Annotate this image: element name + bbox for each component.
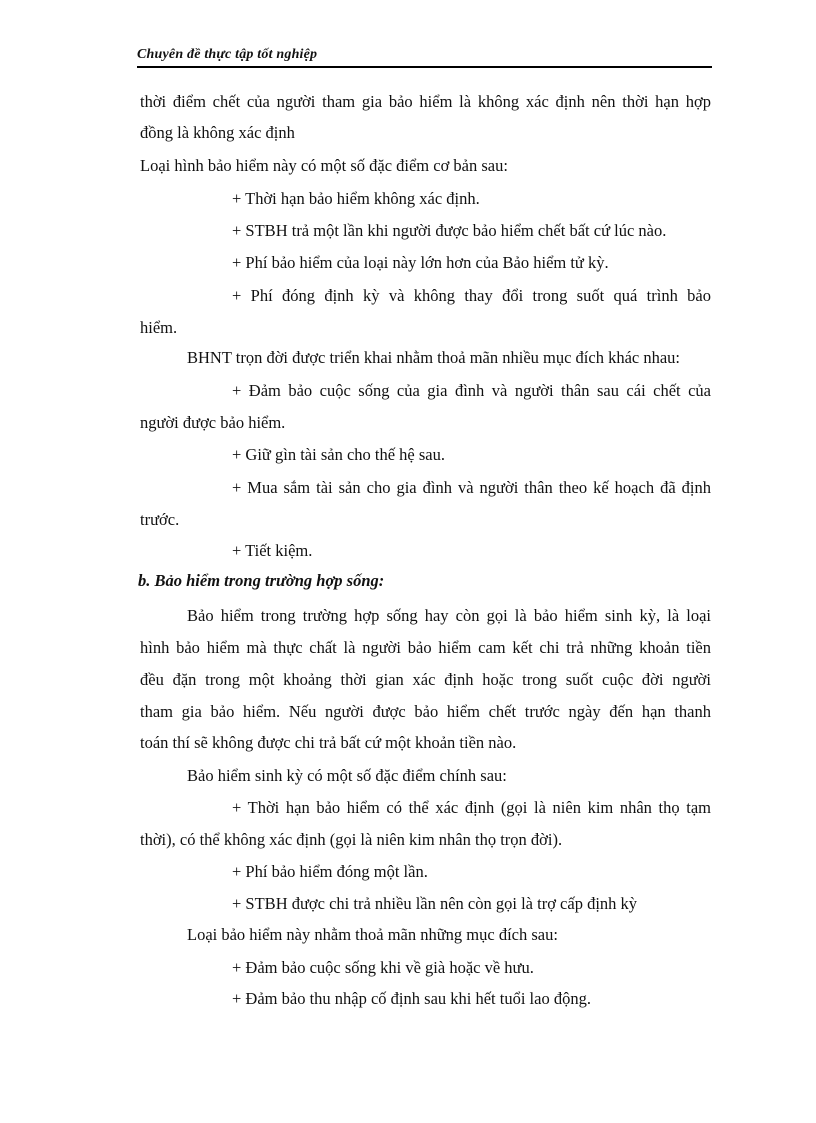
text-line: Loại hình bảo hiểm này có một số đặc điểm cơ bản sau:	[140, 156, 508, 175]
text-line: thời điểm chết của người tham gia bảo hiểm là không xác định nên thời hạn hợp	[140, 92, 711, 111]
section-heading: b. Bảo hiểm trong trường hợp sống:	[138, 571, 385, 590]
text-line: hiểm.	[140, 318, 178, 337]
text-line: người được bảo hiểm.	[140, 413, 286, 432]
text-line: đồng là không xác định	[140, 123, 295, 142]
text-line: đều đặn trong một khoảng thời gian xác định hoặc trong suốt cuộc đời người	[140, 670, 711, 689]
header-divider	[137, 66, 712, 68]
text-line: Loại bảo hiểm này nhằm thoả mãn những mục đích sau:	[187, 925, 558, 944]
header-title: Chuyên đề thực tập tốt nghiệp	[137, 47, 318, 62]
bullet-item: + Đảm bảo thu nhập cố định sau khi hết tuổi lao động.	[232, 989, 591, 1008]
bullet-item: + Thời hạn bảo hiểm không xác định.	[232, 189, 480, 208]
bullet-item: + Đảm bảo cuộc sống của gia đình và người thân sau cái chết của	[232, 381, 711, 400]
text-line: Bảo hiểm sinh kỳ có một số đặc điểm chính sau:	[187, 766, 507, 785]
text-line: trước.	[140, 510, 180, 529]
bullet-item: + Giữ gìn tài sản cho thế hệ sau.	[232, 445, 445, 464]
text-line: tham gia bảo hiểm. Nếu người được bảo hiểm chết trước ngày đến hạn thanh	[140, 702, 711, 721]
bullet-item: + STBH được chi trả nhiều lần nên còn gọi là trợ cấp định kỳ	[232, 894, 638, 913]
text-line: toán thí sẽ không được chi trả bất cứ một khoản tiền nào.	[140, 733, 517, 752]
bullet-item: + Phí đóng định kỳ và không thay đổi trong suốt quá trình bảo	[232, 286, 711, 305]
text-line: Bảo hiểm trong trường hợp sống hay còn gọi là bảo hiểm sinh kỳ, là loại	[187, 606, 711, 625]
bullet-item: + Phí bảo hiểm đóng một lần.	[232, 862, 428, 881]
page-header	[137, 46, 712, 68]
bullet-item: + Phí bảo hiểm của loại này lớn hơn của Bảo hiểm tử kỳ.	[232, 253, 609, 272]
bullet-item: + Thời hạn bảo hiểm có thể xác định (gọi là niên kim nhân thọ tạm	[232, 798, 711, 817]
text-line: hình bảo hiểm mà thực chất là người bảo hiểm cam kết chi trả những khoản tiền	[140, 638, 711, 657]
text-line: BHNT trọn đời được triển khai nhằm thoả mãn nhiều mục đích khác nhau:	[187, 348, 681, 367]
bullet-item: + Mua sắm tài sản cho gia đình và người thân theo kế hoạch đã định	[232, 478, 711, 497]
bullet-item: + STBH trả một lần khi người được bảo hiểm chết bất cứ lúc nào.	[232, 221, 667, 240]
bullet-item: + Đảm bảo cuộc sống khi về già hoặc về hưu.	[232, 958, 534, 977]
bullet-item: + Tiết kiệm.	[232, 541, 313, 560]
text-line: thời), có thể không xác định (gọi là niên kim nhân thọ trọn đời).	[140, 830, 563, 849]
